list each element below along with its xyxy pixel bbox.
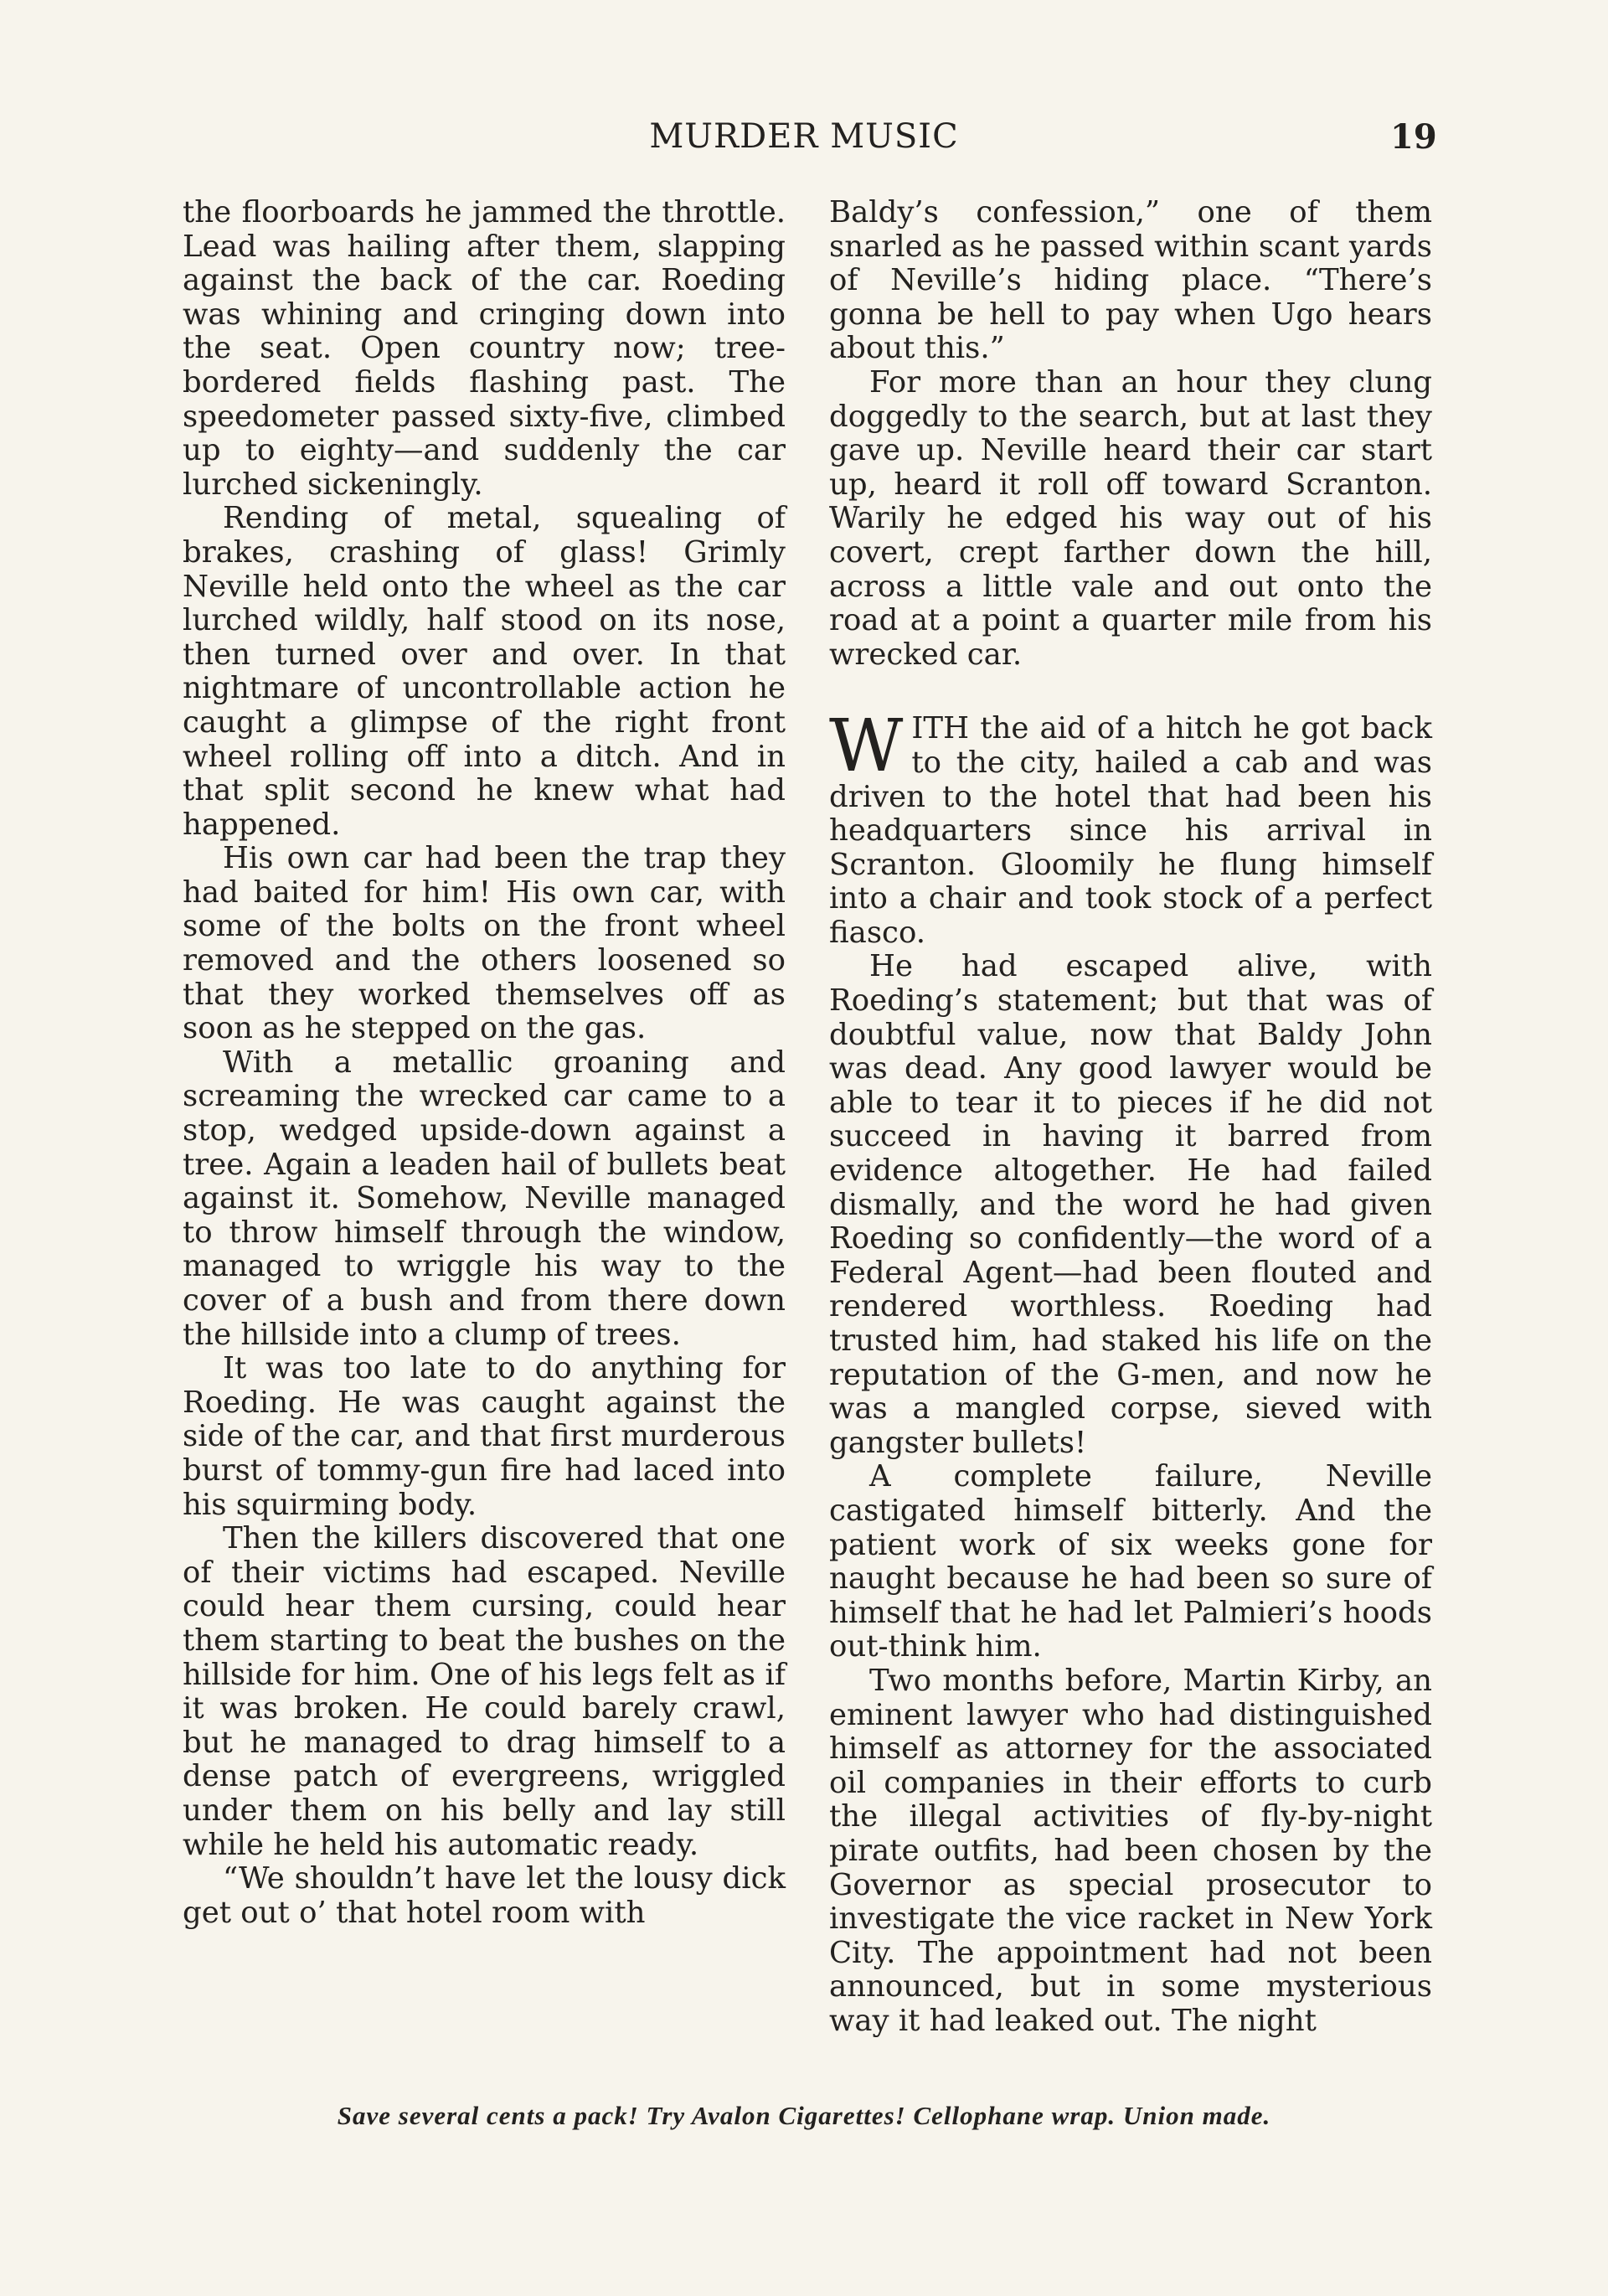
paragraph: He had escaped alive, with Roeding’s statement; but that was of doubtful value, now that Baldy John was dead. Any good lawyer would be able to tear it to pieces if he did not succeed in having it barred from evidence altogether. He had failed dismally, and the word he had given Roeding so confidently—the word of a Federal Agent—had been flouted and rendered worthless. Roeding had trusted him, had staked his life on the reputation of the G-men, and now he was a mangled corpse, sieved with gangster bullets! <box>829 949 1432 1460</box>
paragraph: A complete failure, Neville castigated himself bitterly. And the patient work of six weeks gone for naught because he had been so sure of himself that he had let Palmieri’s hoods out-think him. <box>829 1459 1432 1664</box>
paragraph: His own car had been the trap they had baited for him! His own car, with some of the bolts on the front wheel removed and the others loosened so that they worked themselves off as soon as he stepped on the gas. <box>183 841 786 1046</box>
right-text-column <box>829 196 1432 2038</box>
section-opening-paragraph <box>829 704 1432 950</box>
paragraph: It was too late to do anything for Roeding. He was caught against the side of the car, and that first murderous burst of tommy-gun fire had laced into his squirming body. <box>183 1351 786 1522</box>
page-number: 19 <box>1390 117 1437 157</box>
drop-cap-letter: W <box>829 704 904 789</box>
paragraph: For more than an hour they clung doggedly to the search, but at last they gave up. Neville heard their car start up, heard it roll off toward Scranton. Warily he edged his way out of his covert, crept farther down the hill, across a little vale and out onto the road at a point a quarter mile from his wrecked car. <box>829 364 1432 672</box>
paragraph: With a metallic groaning and screaming the wrecked car came to a stop, wedged upside-down against a tree. Again a leaden hail of bullets beat against it. Somehow, Neville managed to throw himself through the window, managed to wriggle his way to the cover of a bush and from there down the hillside into a clump of trees. <box>183 1045 786 1352</box>
paragraph: Then the killers discovered that one of their victims had escaped. Neville could hear them cursing, could hear them starting to beat the bushes on the hillside for him. One of his legs felt as if it was broken. He could barely crawl, but he managed to drag himself to a dense patch of evergreens, wriggled under them on his belly and lay still while he held his automatic ready. <box>183 1521 786 1862</box>
paragraph: “We shouldn’t have let the lousy dick get out o’ that hotel room with <box>183 1861 786 1930</box>
paragraph: Baldy’s confession,” one of them snarled as he passed within scant yards of Neville’s hiding place. “There’s gonna be hell to pay when Ugo hears about this.” <box>829 195 1432 366</box>
running-head-title: MURDER MUSIC <box>649 117 959 156</box>
section-break <box>829 672 1432 712</box>
paragraph: the floorboards he jammed the throttle. Lead was hailing after them, slapping against the back of the car. Roeding was whining and cringing down into the seat. Open country now; tree-bordered fields flashing past. The speedometer passed sixty-five, climbed up to eighty—and suddenly the car lurched sickeningly. <box>183 195 786 502</box>
left-text-column <box>183 196 786 1930</box>
drop-cap-paragraph-text: ITH the aid of a hitch he got back to the city, hailed a cab and was driven to the hotel that had been his headquarters since his arrival in Scranton. Gloomily he flung himself into a chair and took stock of a perfect fiasco. <box>829 711 1432 950</box>
paragraph: Rending of metal, squealing of brakes, crashing of glass! Grimly Neville held onto the wheel as the car lurched wildly, half stood on its nose, then turned over and over. In that nightmare of uncontrollable action he caught a glimpse of the right front wheel rolling off into a ditch. And in that split second he knew what had happened. <box>183 501 786 842</box>
footer-advertisement: Save several cents a pack! Try Avalon Cigarettes! Cellophane wrap. Union made. <box>337 2101 1271 2130</box>
paragraph: Two months before, Martin Kirby, an eminent lawyer who had distinguished himself as attorney for the associated oil companies in their efforts to curb the illegal activities of fly-by-night pirate outfits, had been chosen by the Governor as special prosecutor to investigate the vice racket in New York City. The appointment had not been announced, but in some mysterious way it had leaked out. The night <box>829 1663 1432 2038</box>
